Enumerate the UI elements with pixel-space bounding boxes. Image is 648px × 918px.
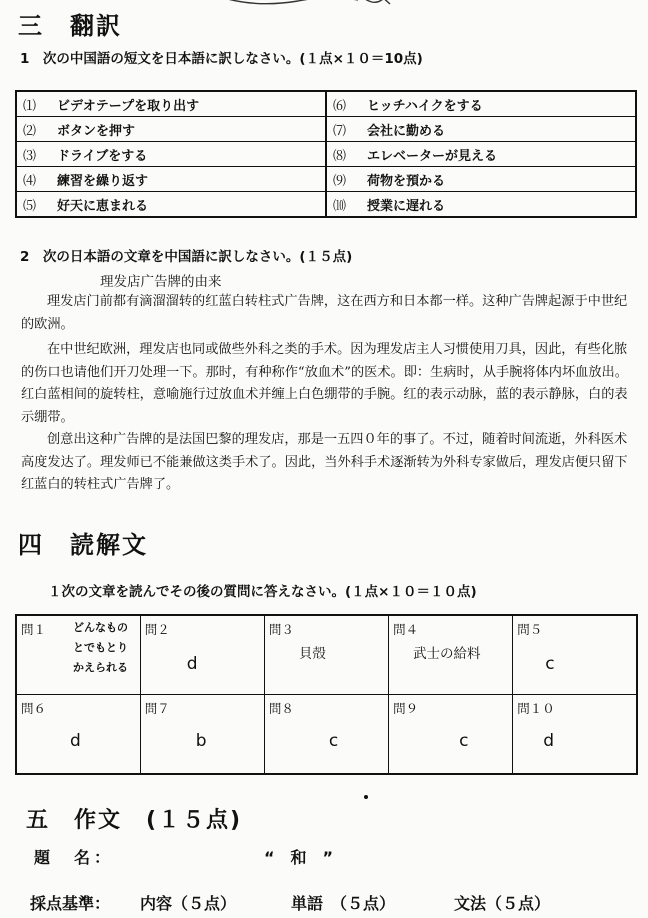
passage-paragraph: 在中世纪欧洲，理发店也同或做些外科之类的手术。因为理发店主人习惯使用刀具，因此，有些化脓的伤口也请他们开刀处理一下。那时，有种称作“放血术”的医术。即：生病时，从手腕将体内坏血放出。红白蓝相间的旋转柱，意喻施行过放血术并缠上白色绷带的手腕。红的表示动脉，蓝的表示静脉，白的表示绷带。	[21, 342, 628, 425]
translation-answer-table	[15, 90, 637, 218]
essay-title-value: “ 和 ”	[264, 848, 334, 867]
answer-cell: ⑸ 好天に恵まれる	[16, 192, 326, 218]
answer-cell: 問５ c	[513, 615, 637, 695]
handwriting-scribble	[208, 0, 398, 14]
answer-cell: ⑹ ヒッチハイクをする	[326, 91, 636, 117]
reading-answer-table	[15, 614, 638, 775]
passage-paragraph: 理发店门前都有滴溜溜转的红蓝白转柱式广告牌，这在西方和日本都一样。这种广告牌起源于中世纪的欧洲。	[21, 294, 628, 332]
section4-heading: 四 読解文	[18, 531, 148, 559]
answer-cell: ⑼ 荷物を預かる	[326, 167, 636, 192]
table-row	[16, 117, 636, 142]
table-row	[16, 192, 636, 218]
answer-cell: ⑶ ドライブをする	[16, 142, 326, 167]
criteria-label: 採点基準：	[30, 894, 111, 913]
ink-dot	[364, 795, 368, 799]
section4-q1-instruction: １次の文章を読んでその後の質問に答えなさい。(１点×１０＝１０点)	[48, 584, 477, 600]
section3-q2-instruction: 2 次の日本語の文章を中国語に訳しなさい。(１５点)	[20, 249, 353, 265]
section3-q1-instruction: 1 次の中国語の短文を日本語に訳しなさい。(１点×１０＝10点)	[20, 51, 423, 67]
answer-cell: 問３ 貝殻	[264, 615, 388, 695]
passage-paragraph: 创意出这种广告牌的是法国巴黎的理发店，那是一五四０年的事了。不过，随着时间流逝，外科医术高度发达了。理发师已不能兼做这类手术了。因此，当外科手术逐渐转为外科专家做后，理发店便只留下红蓝白的转柱式广告牌了。	[21, 432, 628, 492]
table-row	[16, 615, 637, 695]
table-row	[16, 695, 637, 775]
answer-cell: ⑺ 会社に勤める	[326, 117, 636, 142]
table-row	[16, 167, 636, 192]
answer-cell: 問８ c	[264, 695, 388, 775]
answer-cell: ⑴ ビデオテープを取り出す	[16, 91, 326, 117]
answer-cell: ⑻ エレベーターが見える	[326, 142, 636, 167]
table-row	[16, 91, 636, 117]
answer-cell: 問７ b	[140, 695, 264, 775]
answer-cell: ⑵ ボタンを押す	[16, 117, 326, 142]
section3-heading: 三 翻訳	[18, 12, 122, 40]
essay-title-label: 題 名：	[34, 848, 115, 867]
answer-cell: 問１０ d	[513, 695, 637, 775]
answer-cell: 問９ c	[389, 695, 513, 775]
answer-cell: 問４ 武士の給料	[389, 615, 513, 695]
answer-cell: ⑽ 授業に遅れる	[326, 192, 636, 218]
passage-title: 理发店广告牌的由来	[100, 274, 222, 290]
table-row	[16, 142, 636, 167]
answer-cell: 問２ d	[140, 615, 264, 695]
criteria-content: 内容（５点）	[140, 894, 237, 913]
criteria-vocabulary: 単語 （５点）	[291, 894, 396, 913]
answer-cell: 問６ d	[16, 695, 140, 775]
criteria-grammar: 文法（５点）	[454, 894, 551, 913]
passage-body	[21, 291, 637, 497]
section5-heading: 五 作文 (１５点)	[26, 808, 243, 833]
answer-cell: ⑷ 練習を繰り返す	[16, 167, 326, 192]
answer-cell: 問１ どんなものとでもとりかえられる	[16, 615, 140, 695]
